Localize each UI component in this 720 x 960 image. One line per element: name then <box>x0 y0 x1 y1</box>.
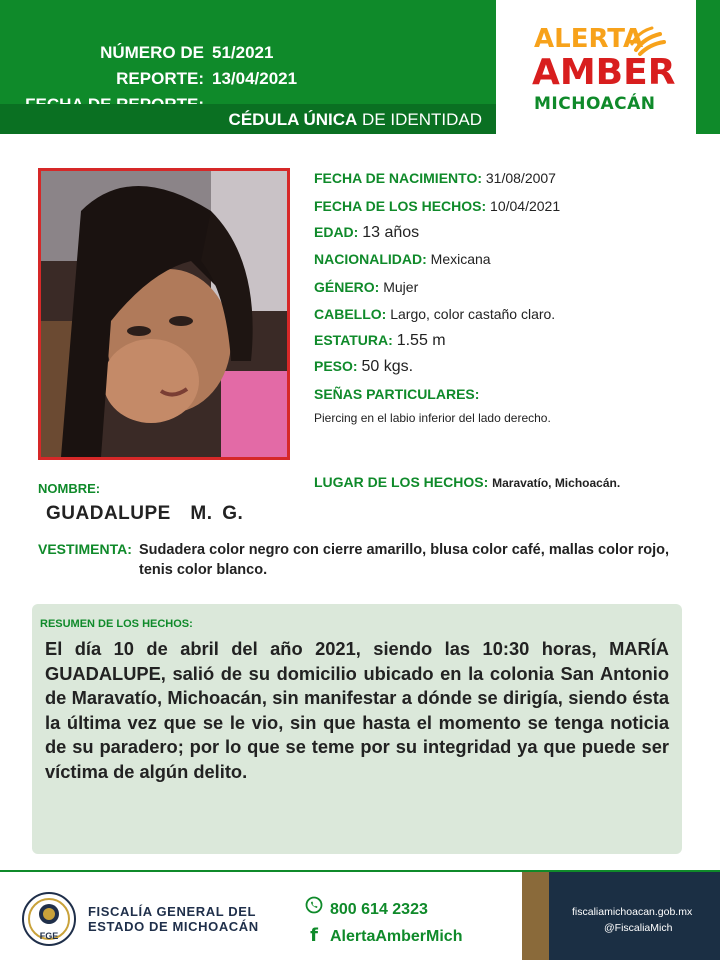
nationality-field <box>314 251 491 267</box>
facebook-contact[interactable] <box>304 925 462 946</box>
summary-box <box>32 604 682 854</box>
birth-date-label: FECHA DE NACIMIENTO: <box>314 170 482 186</box>
name-label: NOMBRE: <box>38 481 101 496</box>
whatsapp-icon <box>304 896 324 919</box>
nationality-value: Mexicana <box>430 251 491 267</box>
fge-line2: ESTADO DE MICHOACÁN <box>88 919 259 934</box>
hair-label: CABELLO: <box>314 306 387 322</box>
weight-field <box>314 358 413 376</box>
cedula-bar <box>0 104 496 134</box>
cedula-title-rest: DE IDENTIDAD <box>357 110 482 129</box>
place-value: Maravatío, Michoacán. <box>492 476 621 490</box>
hair-field <box>314 306 555 322</box>
header-green-edge <box>696 0 720 134</box>
marks-field <box>314 386 479 402</box>
logo-alerta-text: ALERTA <box>534 24 644 54</box>
birth-date-value: 31/08/2007 <box>485 170 556 186</box>
logo-michoacan-text: MICHOACÁN <box>534 94 656 114</box>
gender-value: Mujer <box>383 279 419 295</box>
fge-line1: FISCALÍA GENERAL DEL <box>88 904 257 919</box>
gender-field <box>314 279 418 295</box>
summary-label: RESUMEN DE LOS HECHOS: <box>40 618 193 630</box>
height-label: ESTATURA: <box>314 332 393 348</box>
alerta-amber-logo <box>516 22 676 118</box>
place-field <box>314 474 620 490</box>
age-label: EDAD: <box>314 224 359 240</box>
footer-accent-strip <box>522 872 549 960</box>
cedula-title <box>229 110 482 130</box>
report-values <box>212 40 297 92</box>
summary-text: El día 10 de abril del año 2021, siendo las 10:30 horas, MARÍA GUADALUPE, salió de su domicilio ubicado en la colonia San Antonio de Maravatío, Michoacán, sin manifestar a dónde se dirigía, siendo ésta la última vez que se le vio, sin que hasta el momento se tenga noticia de su paradero; por lo que se teme por su integridad ya que puede ser víctima de algún delito. <box>45 638 669 782</box>
facebook-icon: f <box>310 925 318 946</box>
event-date-label: FECHA DE LOS HECHOS: <box>314 198 487 214</box>
age-field <box>314 224 419 242</box>
height-field <box>314 332 446 350</box>
seal-text: FGE <box>39 931 59 941</box>
height-value: 1.55 m <box>396 332 446 349</box>
fge-organization <box>88 904 259 934</box>
report-number: 51/2021 <box>212 43 274 62</box>
facebook-handle: AlertaAmberMich <box>330 928 463 945</box>
place-label: LUGAR DE LOS HECHOS: <box>314 474 489 490</box>
header <box>0 0 720 134</box>
clothing-label: VESTIMENTA: <box>38 541 132 557</box>
logo-amber-text: AMBER <box>532 52 676 93</box>
name-value: GUADALUPE M. G. <box>46 503 244 524</box>
phone-contact[interactable] <box>304 896 428 919</box>
phone-number: 800 614 2323 <box>330 901 428 918</box>
weight-value: 50 kgs. <box>361 358 414 375</box>
marks-label: SEÑAS PARTICULARES: <box>314 386 480 402</box>
nationality-label: NACIONALIDAD: <box>314 251 427 267</box>
weight-label: PESO: <box>314 358 358 374</box>
twitter-handle[interactable]: @FiscaliaMich <box>604 922 673 934</box>
fge-seal-icon <box>22 892 76 946</box>
clothing-value: Sudadera color negro con cierre amarillo, blusa color café, mallas color rojo, tenis color blanco. <box>139 542 669 578</box>
website-link[interactable]: fiscaliamichoacan.gob.mx <box>572 906 693 918</box>
gender-label: GÉNERO: <box>314 279 380 295</box>
age-value: 13 años <box>362 224 420 241</box>
report-date: 13/04/2021 <box>212 69 298 88</box>
event-date-field <box>314 198 560 214</box>
birth-date-field <box>314 170 556 186</box>
photo-image <box>41 171 287 457</box>
marks-value: Piercing en el labio inferior del lado derecho. <box>314 411 551 425</box>
event-date-value: 10/04/2021 <box>490 198 561 214</box>
missing-person-photo <box>38 168 290 460</box>
hair-value: Largo, color castaño claro. <box>390 306 556 322</box>
cedula-title-bold: CÉDULA ÚNICA <box>228 110 358 129</box>
report-number-label: NÚMERO DE REPORTE: <box>100 43 204 88</box>
